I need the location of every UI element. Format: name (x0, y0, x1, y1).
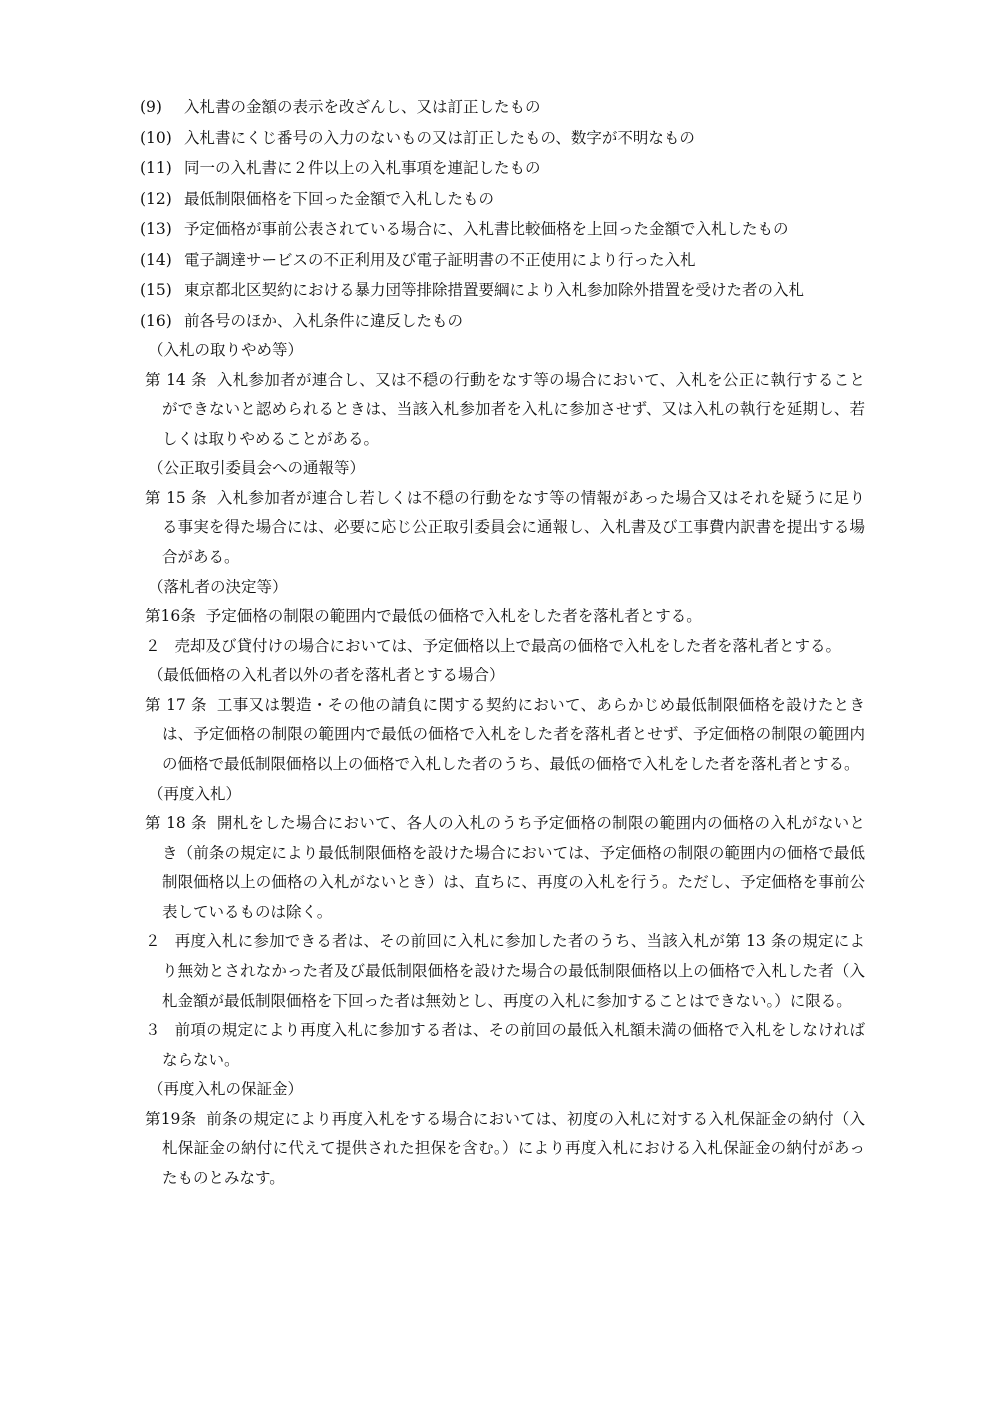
article-label: 第16条 (145, 607, 196, 626)
paragraph-number: ３ (145, 1021, 161, 1040)
paragraph-number: ２ (145, 932, 161, 951)
article-14 (140, 366, 865, 455)
item-text: 電子調達サービスの不正利用及び電子証明書の不正使用により行った入札 (184, 250, 696, 269)
article-15 (140, 484, 865, 573)
invalid-bid-list (140, 92, 870, 336)
article-16-paragraph-2 (140, 632, 865, 662)
article-18-paragraph-3 (140, 1016, 865, 1075)
item-number: (16) (140, 311, 172, 330)
item-number: (15) (140, 281, 172, 299)
article-label: 第 14 条 (145, 370, 207, 389)
article-text: 入札参加者が連合し、又は不穏の行動をなす等の場合において、入札を公正に執行することができないと認められるときは、当該入札参加者を入札に参加させず、又は入札の執行を延期し、若しくは取りやめることがある。 (162, 370, 865, 448)
item-number: (11) (140, 159, 172, 177)
paragraph-text: 前項の規定により再度入札に参加する者は、その前回の最低入札額未満の価格で入札をしなければならない。 (162, 1021, 865, 1069)
list-item (140, 123, 870, 154)
item-number: (12) (140, 189, 172, 208)
article-label: 第 17 条 (145, 695, 207, 714)
section-heading: （落札者の決定等） (148, 577, 288, 596)
section-heading: （最低価格の入札者以外の者を落札者とする場合） (148, 666, 505, 685)
article-18-paragraph-2 (140, 927, 865, 1016)
section-heading: （公正取引委員会への通報等） (148, 459, 366, 478)
list-item (140, 92, 870, 123)
item-number: (9) (140, 98, 162, 116)
item-number: (10) (140, 128, 172, 147)
section-heading: （入札の取りやめ等） (148, 341, 304, 359)
item-text: 東京都北区契約における暴力団等排除措置要綱により入札参加除外措置を受けた者の入札 (184, 281, 805, 299)
article-text: 開札をした場合において、各人の入札のうち予定価格の制限の範囲内の価格の入札がないとき（前条の規定により最低制限価格を設けた場合においては、予定価格の制限の範囲内の価格で最低制限価格以上の価格の入札がないとき）は、直ちに、再度の入札を行う。ただし、予定価格を事前公表しているものは除く。 (162, 814, 865, 921)
item-number: (13) (140, 220, 172, 238)
article-17 (140, 691, 865, 780)
paragraph-text: 再度入札に参加できる者は、その前回に入札に参加した者のうち、当該入札が第 13 条の規定により無効とされなかった者及び最低制限価格を設けた場合の最低制限価格以上の価格で入札した者（入札金額が最低制限価格を下回った者は無効とし、再度の入札に参加することはできない。）に限る。 (162, 932, 865, 1010)
list-item (140, 275, 870, 306)
article-label: 第 18 条 (145, 814, 207, 833)
article-text: 工事又は製造・その他の請負に関する契約において、あらかじめ最低制限価格を設けたときは、予定価格の制限の範囲内で最低の価格で入札をした者を落札者とせず、予定価格の制限の範囲内の価格で最低制限価格以上の価格で入札した者のうち、最低の価格で入札をした者を落札者とする。 (162, 695, 865, 773)
item-text: 予定価格が事前公表されている場合に、入札書比較価格を上回った金額で入札したもの (184, 220, 789, 238)
section-heading: （再度入札の保証金） (148, 1080, 304, 1099)
article-label: 第19条 (145, 1109, 197, 1128)
list-item (140, 214, 870, 245)
item-number: (14) (140, 250, 172, 269)
article-19 (140, 1105, 865, 1194)
section-heading: （再度入札） (148, 784, 242, 803)
articles (140, 336, 865, 1194)
list-item (140, 153, 870, 184)
item-text: 同一の入札書に２件以上の入札事項を連記したもの (184, 159, 541, 177)
article-16 (140, 602, 865, 632)
paragraph-number: ２ (145, 636, 161, 655)
item-text: 入札書の金額の表示を改ざんし、又は訂正したもの (184, 98, 541, 116)
article-18 (140, 809, 865, 927)
list-item (140, 184, 870, 215)
item-text: 最低制限価格を下回った金額で入札したもの (184, 189, 495, 208)
article-text: 前条の規定により再度入札をする場合においては、初度の入札に対する入札保証金の納付（入札保証金の納付に代えて提供された担保を含む。）により再度入札における入札保証金の納付があったものとみなす。 (162, 1109, 865, 1188)
list-item (140, 245, 870, 276)
article-text: 予定価格の制限の範囲内で最低の価格で入札をした者を落札者とする。 (205, 607, 702, 626)
list-item (140, 306, 870, 337)
paragraph-text: 売却及び貸付けの場合においては、予定価格以上で最高の価格で入札をした者を落札者とする。 (174, 636, 842, 655)
article-label: 第 15 条 (145, 488, 207, 507)
item-text: 入札書にくじ番号の入力のないもの又は訂正したもの、数字が不明なもの (184, 128, 695, 147)
article-text: 入札参加者が連合し若しくは不穏の行動をなす等の情報があった場合又はそれを疑うに足りる事実を得た場合には、必要に応じ公正取引委員会に通報し、入札書及び工事費内訳書を提出する場合がある。 (162, 488, 865, 566)
item-text: 前各号のほか、入札条件に違反したもの (184, 311, 464, 330)
